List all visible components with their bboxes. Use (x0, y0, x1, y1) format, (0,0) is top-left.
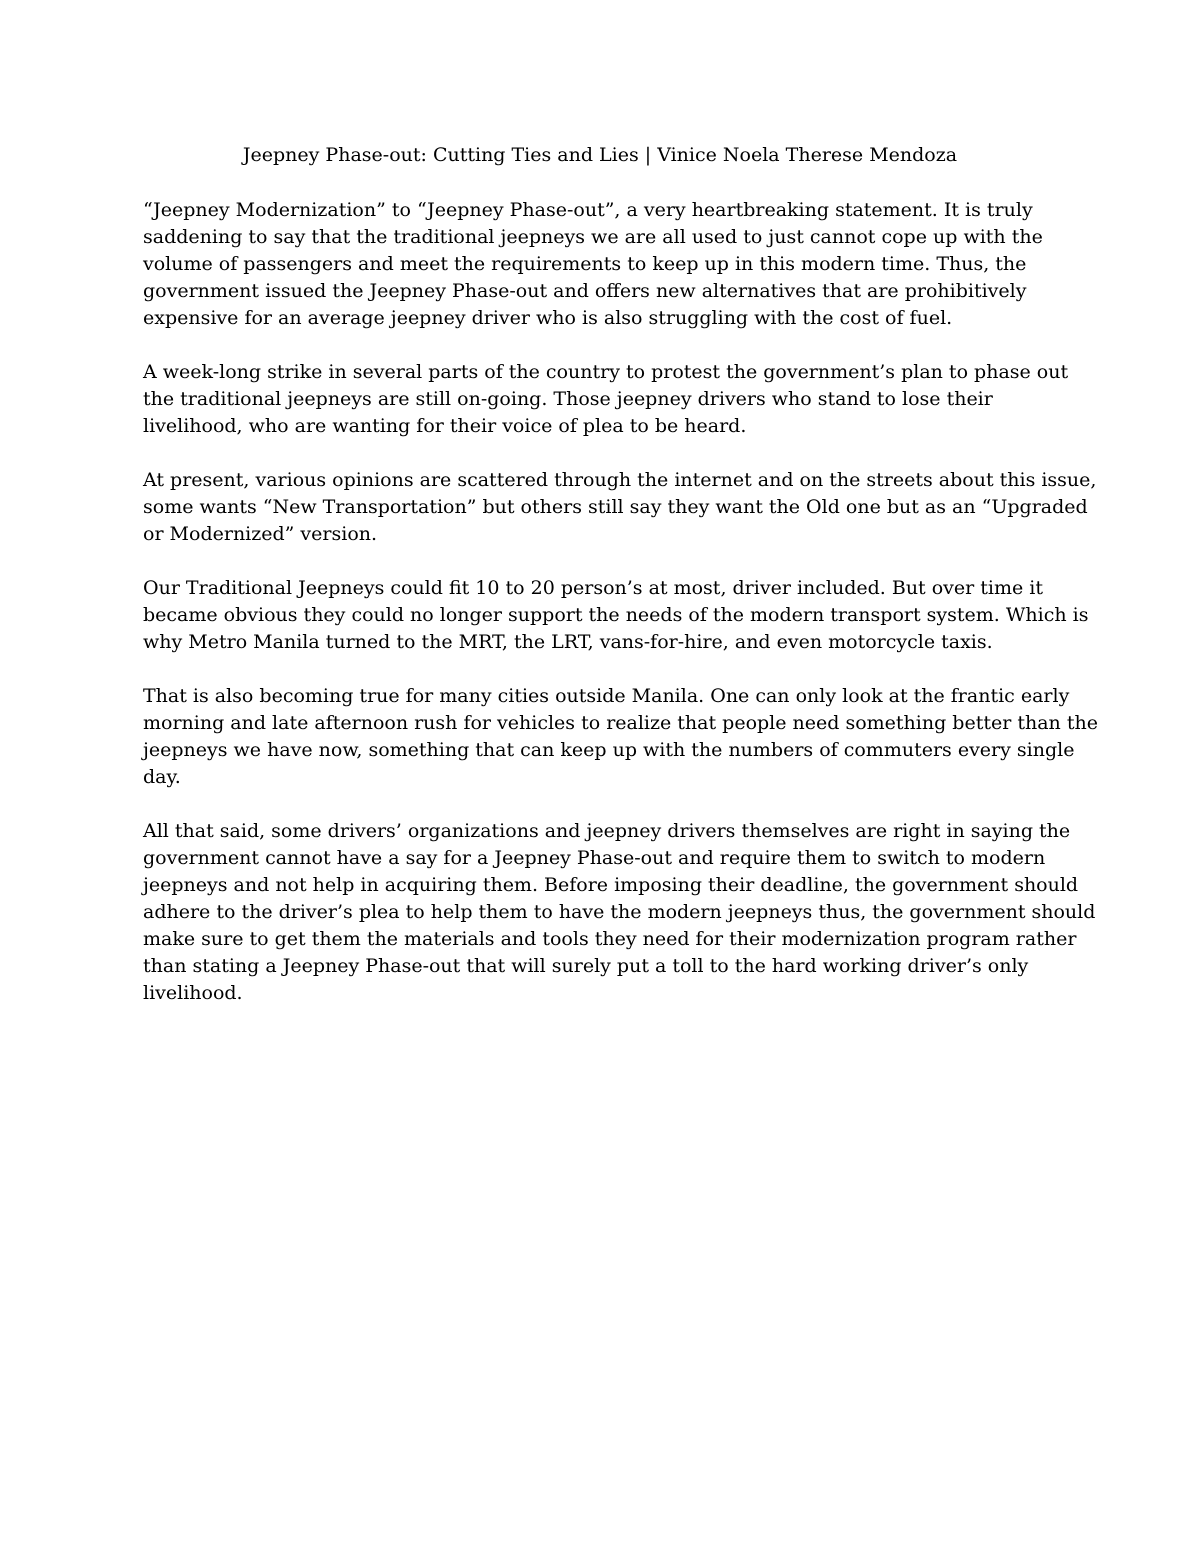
text-line: make sure to get them the materials and tools they need for their modernization program rather (143, 928, 1077, 950)
document-body (143, 197, 1098, 1034)
text-line: than stating a Jeepney Phase-out that will surely put a toll to the hard working driver’s only (143, 955, 1029, 977)
text-line: government cannot have a say for a Jeepney Phase-out and require them to switch to modern (143, 847, 1046, 869)
text-line: or Modernized” version. (143, 523, 378, 545)
text-line: expensive for an average jeepney driver who is also struggling with the cost of fuel. (143, 307, 953, 329)
text-line: All that said, some drivers’ organizations and jeepney drivers themselves are right in saying the (143, 820, 1071, 842)
text-line: morning and late afternoon rush for vehicles to realize that people need something better than the (143, 712, 1098, 734)
document-title: Jeepney Phase-out: Cutting Ties and Lies | Vinice Noela Therese Mendoza (242, 144, 958, 166)
text-line: That is also becoming true for many cities outside Manila. One can only look at the frantic early (143, 685, 1070, 707)
text-line: A week-long strike in several parts of the country to protest the government’s plan to phase out (143, 361, 1069, 383)
text-line: livelihood. (143, 982, 243, 1004)
text-line: adhere to the driver’s plea to help them to have the modern jeepneys thus, the government should (143, 901, 1096, 923)
text-line: government issued the Jeepney Phase-out and offers new alternatives that are prohibitively (143, 280, 1027, 302)
paragraph (143, 818, 1096, 1007)
text-line: Our Traditional Jeepneys could fit 10 to 20 person’s at most, driver included. But over time it (143, 577, 1043, 599)
paragraph (143, 359, 1083, 440)
text-line: the traditional jeepneys are still on-going. Those jeepney drivers who stand to lose their (143, 388, 993, 410)
paragraph (143, 683, 1098, 791)
text-line: jeepneys we have now, something that can keep up with the numbers of commuters every single (143, 739, 1075, 761)
text-line: “Jeepney Modernization” to “Jeepney Phase-out”, a very heartbreaking statement. It is truly (143, 199, 1033, 221)
text-line: livelihood, who are wanting for their voice of plea to be heard. (143, 415, 747, 437)
text-line: At present, various opinions are scattered through the internet and on the streets about this issue, (143, 469, 1097, 491)
paragraph (143, 575, 1089, 656)
text-line: why Metro Manila turned to the MRT, the LRT, vans-for-hire, and even motorcycle taxis. (143, 631, 993, 653)
paragraph (143, 467, 1097, 548)
text-line: day. (143, 766, 181, 788)
text-line: saddening to say that the traditional jeepneys we are all used to just cannot cope up with the (143, 226, 1043, 248)
text-line: volume of passengers and meet the requirements to keep up in this modern time. Thus, the (143, 253, 1027, 275)
text-line: some wants “New Transportation” but others still say they want the Old one but as an “Upgraded (143, 496, 1088, 518)
text-line: became obvious they could no longer support the needs of the modern transport system. Which is (143, 604, 1089, 626)
paragraph (143, 197, 1083, 332)
text-line: jeepneys and not help in acquiring them. Before imposing their deadline, the government should (143, 874, 1079, 896)
